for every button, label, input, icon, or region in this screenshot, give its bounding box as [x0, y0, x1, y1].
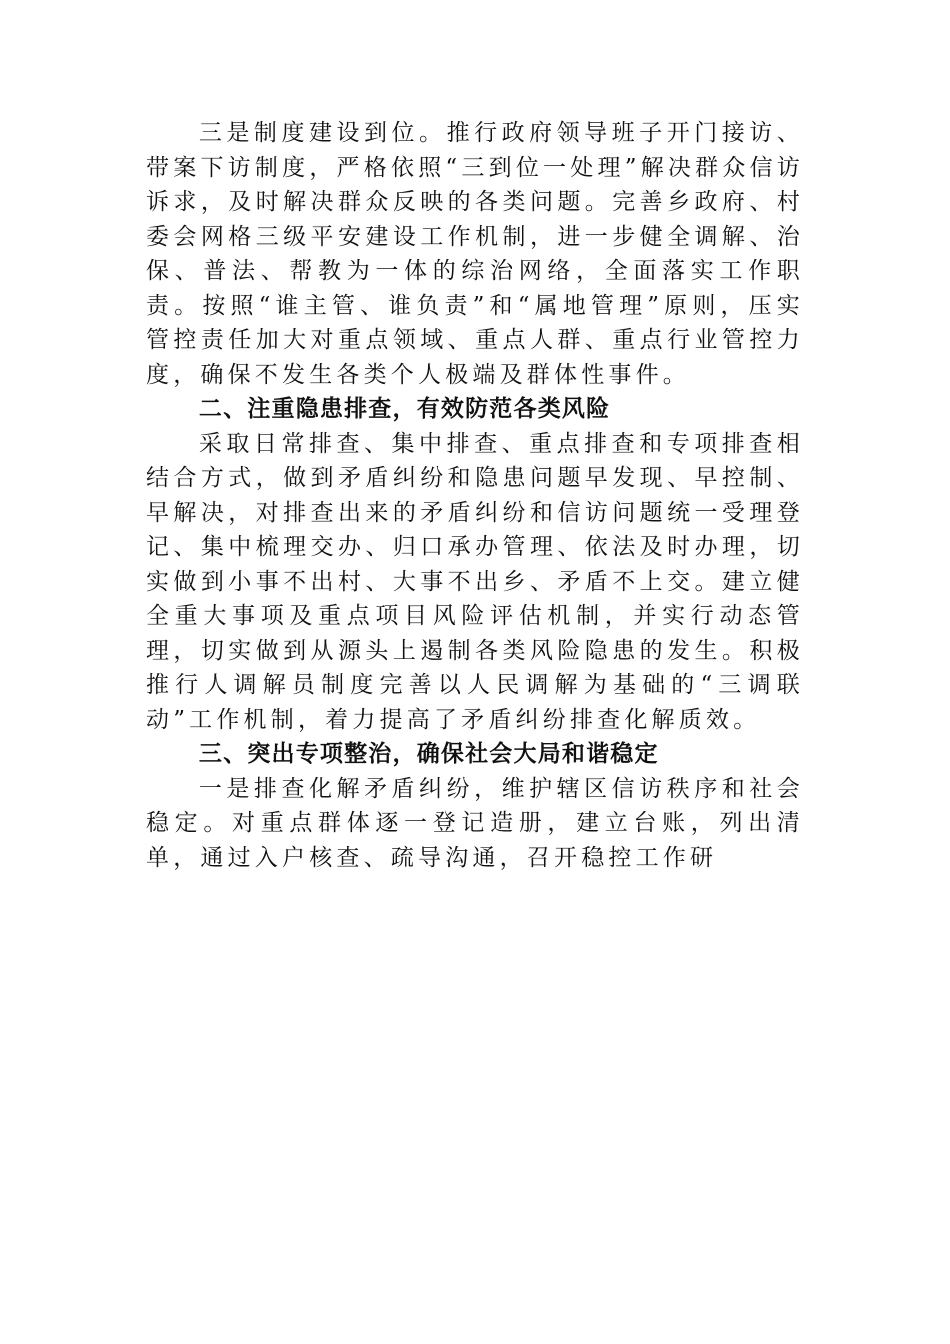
section-heading-special-rectification: 三、突出专项整治，确保社会大局和谐稳定 — [198, 741, 659, 767]
paragraph-system-building: 三是制度建设到位。推行政府领导班子开门接访、带案下访制度，严格依照“三到位一处理”解决群众信访诉求，及时解决群众反映的各类问题。完善乡政府、村委会网格三级平安建设工作机制，进一步健全调解、治保、普法、帮教为一体的综治网络，全面落实工作职责。按照“谁主管、谁负责”和“属地管理”原则，压实管控责任加大对重点领域、重点人群、重点行业管控力度，确保不发生各类个人极端及群体性事件。 — [146, 120, 804, 388]
document-body — [146, 116, 804, 875]
section-heading-risk-inspection: 二、注重隐患排查，有效防范各类风险 — [198, 396, 611, 422]
paragraph-dispute-resolution: 一是排查化解矛盾纠纷，维护辖区信访秩序和社会稳定。对重点群体逐一登记造册，建立台账，列出清单，通过入户核查、疏导沟通，召开稳控工作研 — [146, 775, 804, 871]
paragraph-risk-inspection: 采取日常排查、集中排查、重点排查和专项排查相结合方式，做到矛盾纠纷和隐患问题早发现、早控制、早解决，对排查出来的矛盾纠纷和信访问题统一受理登记、集中梳理交办、归口承办管理、依法及时办理，切实做到小事不出村、大事不出乡、矛盾不上交。建立健全重大事项及重点项目风险评估机制，并实行动态管理，切实做到从源头上遏制各类风险隐患的发生。积极推行人调解员制度完善以人民调解为基础的“三调联动”工作机制，着力提高了矛盾纠纷排查化解质效。 — [146, 430, 804, 733]
